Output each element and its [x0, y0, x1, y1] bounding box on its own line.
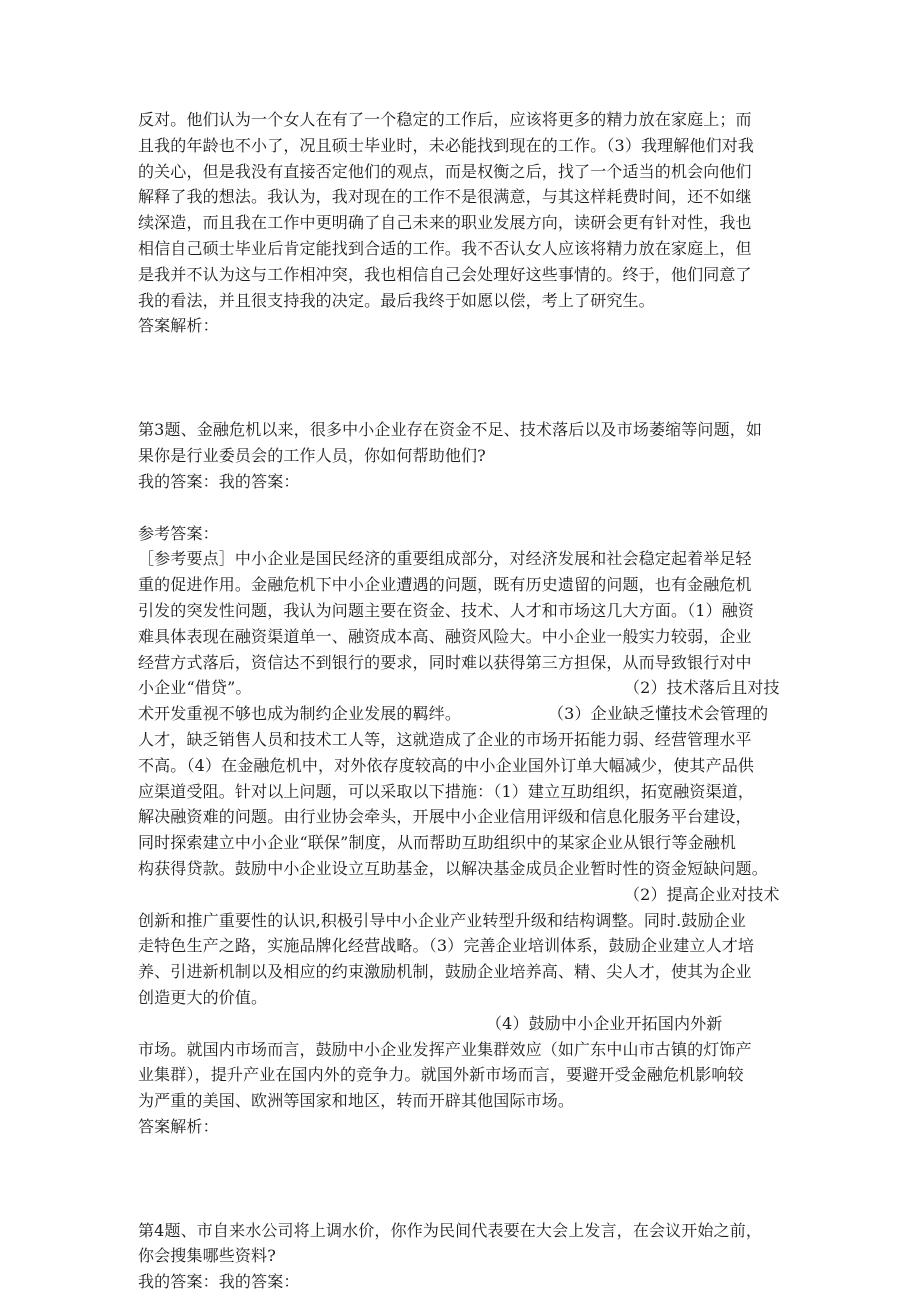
answer-text-fragment: （2）技术落后且对技 — [624, 678, 780, 698]
answer-text-fragment: 小企业“借贷”。 — [138, 678, 252, 698]
text-line: 我的看法，并且很支持我的决定。最后我终于如愿以偿，考上了研究生。 — [138, 290, 655, 310]
answer-text-line: 为严重的美国、欧洲等国家和地区，转而开辟其他国际市场。 — [138, 1091, 575, 1111]
answer-text-line: 引发的突发性问题，我认为问题主要在资金、技术、人才和市场这几大方面。（1）融资 — [138, 600, 755, 620]
answer-text-fragment: （2）提高企业对技术 — [624, 884, 780, 904]
text-line: 且我的年龄也不小了，况且硕士毕业时，未必能找到现在的工作。（3）我理解他们对我 — [138, 135, 755, 155]
answer-text-line: 业集群），提升产业在国内外的竞争力。就国外新市场而言，要避开受金融危机影响较 — [138, 1065, 744, 1085]
text-line: 相信自己硕士毕业后肯定能找到合适的工作。我不否认女人应该将精力放在家庭上，但 — [138, 238, 752, 258]
question-text-line: 你会搜集哪些资料? — [138, 1246, 276, 1266]
reference-answer-label: 参考答案： — [138, 523, 219, 543]
answer-text-line — [138, 1011, 786, 1037]
text-line: 是我并不认为这与工作相冲突，我也相信自己会处理好这些事情的。终于，他们同意了 — [138, 264, 752, 284]
document-page — [138, 107, 786, 1295]
answer-text-line: 重的促进作用。金融危机下中小企业遭遇的问题，既有历史遗留的问题，也有金融危机 — [138, 575, 752, 595]
answer-text-line: 构获得贷款。鼓励中小企业设立互助基金，以解决基金成员企业暂时性的资金短缺问题。 — [138, 858, 768, 878]
text-line: 续深造，而且我在工作中更明确了自己未来的职业发展方向，读研会更有针对性，我也 — [138, 213, 752, 233]
analysis-label: 答案解析： — [138, 1116, 219, 1136]
answer-text-line: 难具体表现在融资渠道单一、融资成本高、融资风险大。中小企业一般实力较弱，企业 — [138, 626, 752, 646]
answer-text-line: 应渠道受阻。针对以上问题，可以采取以下措施：（1）建立互助组织，拓宽融资渠道， — [138, 781, 755, 801]
answer-text-line: ［参考要点］中小企业是国民经济的重要组成部分，对经济发展和社会稳定起着举足轻 — [138, 549, 752, 569]
answer-text-fragment: （3）企业缺乏懂技术会管理的 — [548, 704, 769, 724]
question-text-line: 第3题、金融危机以来，很多中小企业存在资金不足、技术落后以及市场萎缩等问题，如 — [138, 420, 763, 440]
my-answer-label: 我的答案：我的答案： — [138, 1272, 300, 1292]
my-answer-label: 我的答案：我的答案： — [138, 471, 300, 491]
answer-text-line: 养、引进新机制以及相应的约束激励机制，鼓励企业培养高、精、尖人才，使其为企业 — [138, 962, 752, 982]
question-3 — [138, 417, 786, 1140]
text-line: 的关心，但是我没有直接否定他们的观点，而是权衡之后，找了一个适当的机会向他们 — [138, 161, 752, 181]
answer-text-line: 创造更大的价值。 — [138, 987, 268, 1007]
answer-text-line: 不高。（4）在金融危机中，对外依存度较高的中小企业国外订单大幅减少，使其产品供 — [138, 755, 755, 775]
answer-text-line — [138, 882, 786, 908]
question-text-line: 果你是行业委员会的工作人员，你如何帮助他们? — [138, 445, 486, 465]
answer-text-fragment: 术开发重视不够也成为制约企业发展的羁绊。 — [138, 704, 462, 724]
question-4 — [138, 1218, 786, 1295]
answer-text-line — [138, 675, 786, 701]
answer-text-line: 同时探索建立中小企业“联保”制度，从而帮助互助组织中的某家企业从银行等金融机 — [138, 833, 737, 853]
answer-text-line: 走特色生产之路，实施品牌化经营战略。（3）完善企业培训体系，鼓励企业建立人才培 — [138, 936, 755, 956]
analysis-label: 答案解析： — [138, 316, 219, 336]
previous-answer-continuation — [138, 107, 786, 339]
answer-text-line: 经营方式落后，资信达不到银行的要求，同时难以获得第三方担保，从而导致银行对中 — [138, 652, 752, 672]
answer-text-line: 解决融资难的问题。由行业协会牵头，开展中小企业信用评级和信息化服务平台建设， — [138, 807, 752, 827]
answer-text-line: 市场。就国内市场而言，鼓励中小企业发挥产业集群效应（如广东中山市古镇的灯饰产 — [138, 1039, 752, 1059]
answer-text-line — [138, 701, 786, 727]
text-line: 解释了我的想法。我认为，我对现在的工作不是很满意，与其这样耗费时间，还不如继 — [138, 187, 752, 207]
answer-text-fragment: （4）鼓励中小企业开拓国内外新 — [486, 1013, 723, 1033]
answer-text-line: 人才，缺乏销售人员和技术工人等，这就造成了企业的市场开拓能力弱、经营管理水平 — [138, 729, 752, 749]
question-text-line: 第4题、市自来水公司将上调水价，你作为民间代表要在大会上发言，在会议开始之前， — [138, 1220, 763, 1240]
text-line: 反对。他们认为一个女人在有了一个稳定的工作后，应该将更多的精力放在家庭上；而 — [138, 110, 752, 129]
answer-text-line: 创新和推广重要性的认识,积极引导中小企业产业转型升级和结构调整。同时.鼓励企业 — [138, 910, 747, 930]
